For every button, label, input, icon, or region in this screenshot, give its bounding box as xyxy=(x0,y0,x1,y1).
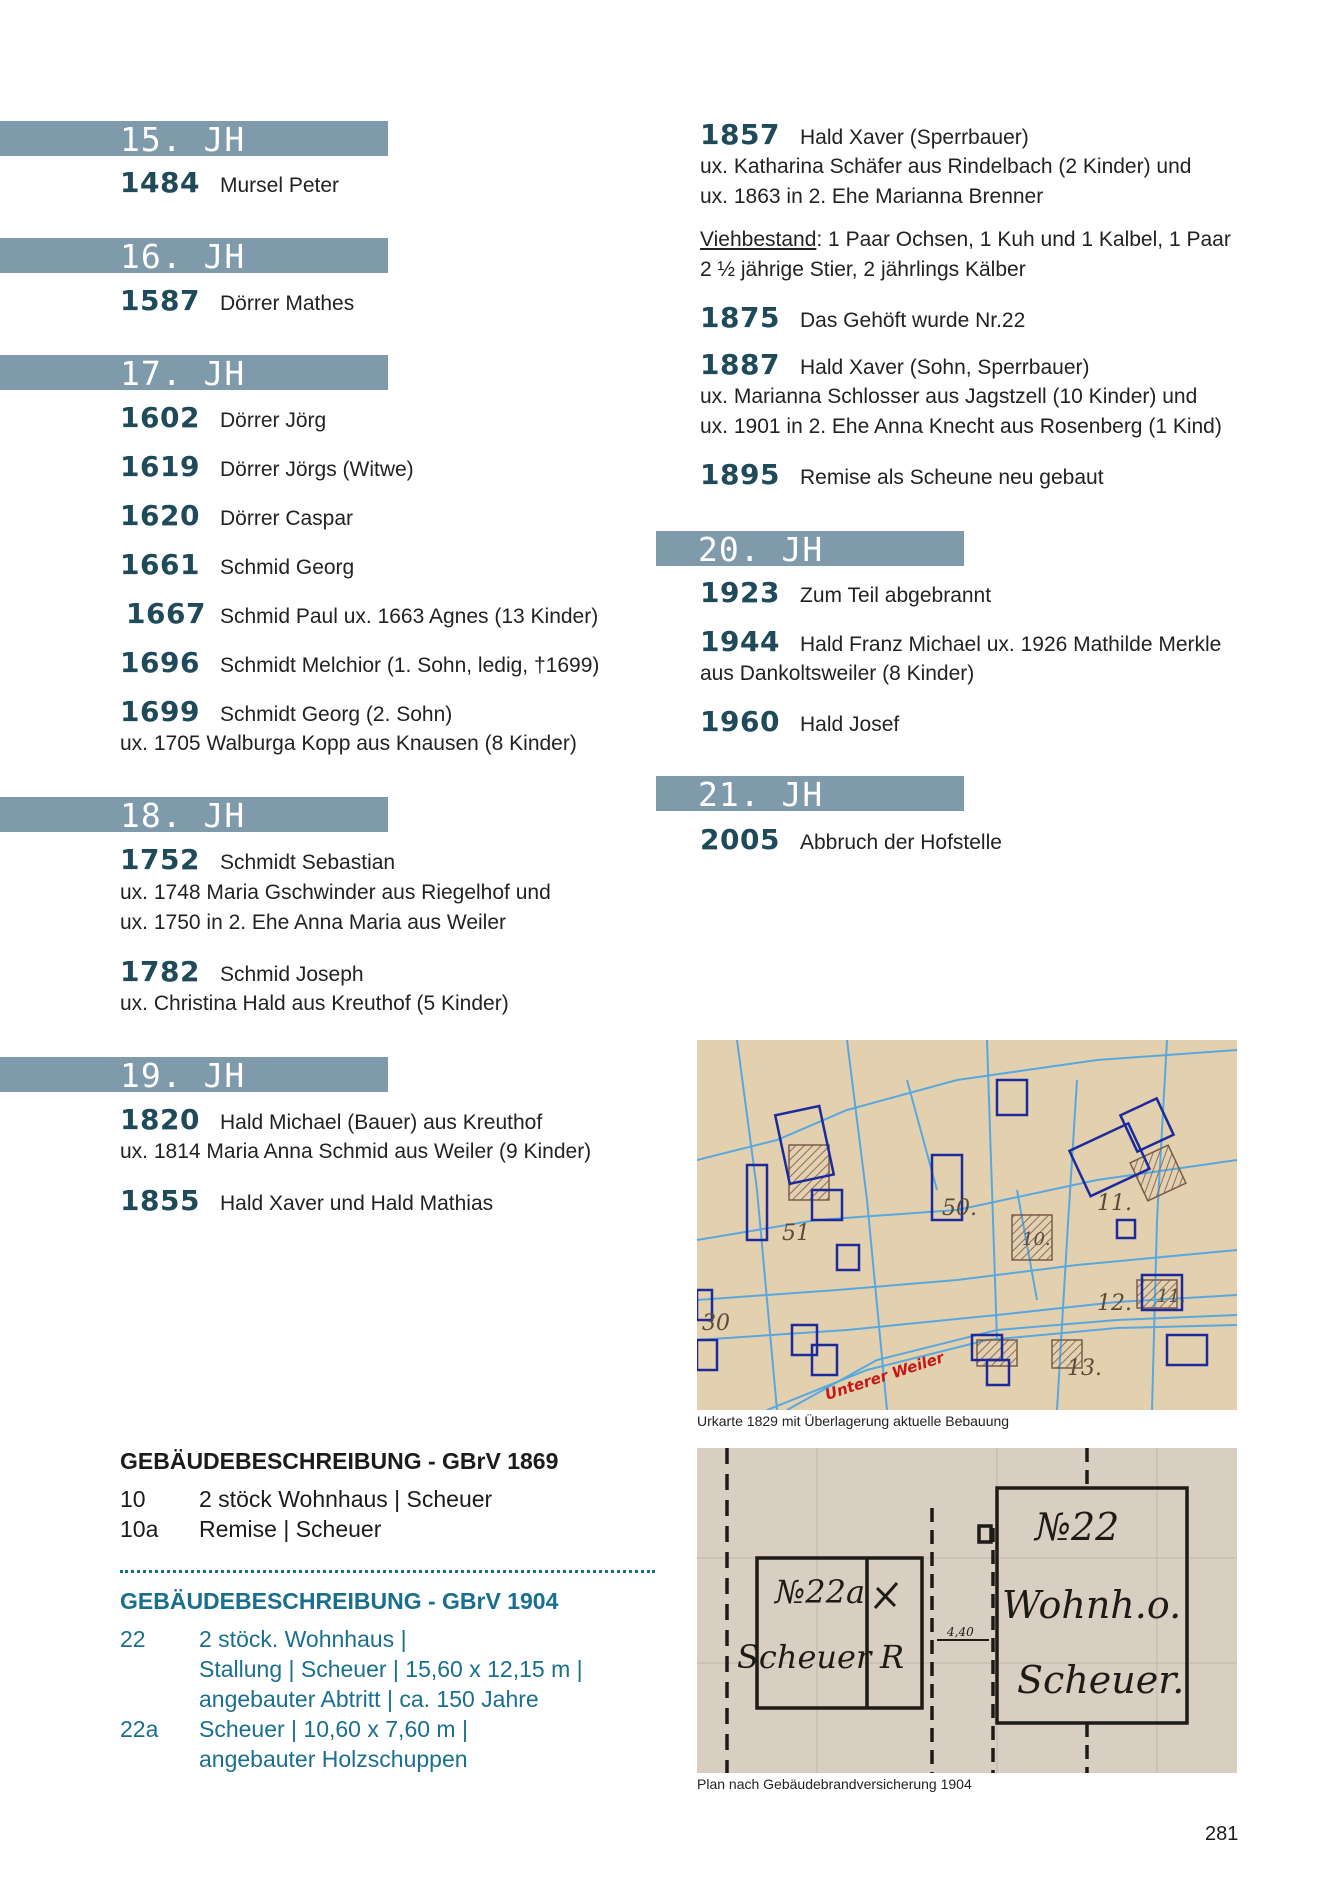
gbrv1904-row-cont: angebauter Abtritt | ca. 150 Jahre xyxy=(199,1686,539,1712)
entry-year: 1696 xyxy=(120,646,200,679)
timeline-entry xyxy=(120,501,353,534)
entry-year: 1895 xyxy=(700,458,780,491)
map-label-11b: 11. xyxy=(1157,1286,1186,1307)
entry-text: Dörrer Mathes xyxy=(220,292,355,315)
entry-text: Dörrer Jörg xyxy=(220,409,327,432)
entry-year: 1619 xyxy=(120,450,200,483)
entry-text: Das Gehöft wurde Nr.22 xyxy=(800,309,1026,332)
entry-continuation xyxy=(700,412,1222,442)
livestock-label: Viehbestand xyxy=(700,228,817,251)
entry-text: Hald Xaver (Sohn, Sperrbauer) xyxy=(800,356,1090,379)
plan-caption: Plan nach Gebäudebrandversicherung 1904 xyxy=(697,1776,972,1792)
gbrv1904-row xyxy=(120,1714,468,1744)
gbrv1904-row xyxy=(120,1624,407,1654)
map-caption: Urkarte 1829 mit Überlagerung aktuelle Bebauung xyxy=(697,1413,1010,1429)
entry-text: Mursel Peter xyxy=(220,174,340,197)
continuation-line: ux. Marianna Schlosser aus Jagstzell (10 Kinder) und xyxy=(700,385,1198,408)
entry-text: Hald Xaver und Hald Mathias xyxy=(220,1192,494,1215)
continuation-line: ux. Katharina Schäfer aus Rindelbach (2 Kinder) und xyxy=(700,155,1192,178)
row-number: 10a xyxy=(120,1516,159,1542)
timeline-entry xyxy=(700,627,1221,660)
entry-continuation xyxy=(700,152,1191,182)
entry-year: 1667 xyxy=(126,597,206,630)
continuation-line: ux. 1705 Walburga Kopp aus Knausen (8 Kinder) xyxy=(120,732,577,755)
building-plan-image xyxy=(697,1448,1237,1773)
entry-year: 1484 xyxy=(120,166,200,199)
timeline-entry xyxy=(120,845,395,878)
continuation-line: ux. Christina Hald aus Kreuthof (5 Kinder) xyxy=(120,992,509,1015)
century-band-16 xyxy=(0,237,388,276)
continuation-line: 2 ½ jährige Stier, 2 jährlings Kälber xyxy=(700,258,1026,281)
entry-year: 2005 xyxy=(700,823,780,856)
gbrv1904-title: GEBÄUDEBESCHREIBUNG - GBrV 1904 xyxy=(120,1588,559,1614)
entry-text: Zum Teil abgebrannt xyxy=(800,584,992,607)
timeline-entry xyxy=(120,1186,493,1219)
row-number: 22 xyxy=(120,1626,146,1652)
continuation-line: ux. 1814 Maria Anna Schmid aus Weiler (9 Kinder) xyxy=(120,1140,592,1163)
entry-text: Dörrer Caspar xyxy=(220,507,354,530)
entry-continuation xyxy=(700,659,974,689)
timeline-entry xyxy=(120,452,414,485)
entry-text: Schmid Georg xyxy=(220,556,355,579)
entry-year: 1960 xyxy=(700,705,780,738)
entry-continuation xyxy=(120,878,551,908)
century-band-17 xyxy=(0,354,388,393)
century-label: 15. JH xyxy=(120,120,246,159)
continuation-line: ux. 1863 in 2. Ehe Marianna Brenner xyxy=(700,185,1044,208)
century-label: 17. JH xyxy=(120,354,246,393)
row-text: Scheuer | 10,60 x 7,60 m | xyxy=(199,1716,468,1742)
timeline-entry xyxy=(700,460,1104,493)
entry-year: 1820 xyxy=(120,1103,200,1136)
century-label: 20. JH xyxy=(698,530,824,569)
century-band-19 xyxy=(0,1056,388,1095)
gbrv1904-row-cont: Stallung | Scheuer | 15,60 x 12,15 m | xyxy=(199,1656,583,1682)
entry-year: 1923 xyxy=(700,576,780,609)
plan-label-scheuer-left: Scheuer xyxy=(737,1638,872,1676)
entry-year: 1857 xyxy=(700,118,780,151)
entry-year: 1661 xyxy=(120,548,200,581)
entry-text: Abbruch der Hofstelle xyxy=(800,831,1002,854)
entry-text: Schmidt Sebastian xyxy=(220,851,396,874)
row-text: Remise | Scheuer xyxy=(199,1516,382,1542)
plan-label-scheuer-right: Scheuer. xyxy=(1017,1658,1185,1702)
timeline-entry xyxy=(700,825,1002,858)
plan-label-wohnhaus: Wohnh.o. xyxy=(1002,1583,1182,1627)
century-band-20 xyxy=(656,530,964,569)
plan-label-nr22a: №22a xyxy=(775,1573,866,1611)
entry-year: 1855 xyxy=(120,1184,200,1217)
entry-text: Dörrer Jörgs (Witwe) xyxy=(220,458,414,481)
entry-continuation xyxy=(120,989,509,1019)
entry-year: 1752 xyxy=(120,843,200,876)
row-number: 22a xyxy=(120,1716,159,1742)
timeline-entry xyxy=(120,403,326,436)
entry-continuation xyxy=(700,255,1026,285)
map-street-label: Unterer Weiler xyxy=(822,1348,947,1404)
timeline-entry xyxy=(120,286,354,319)
continuation-line: aus Dankoltsweiler (8 Kinder) xyxy=(700,662,975,685)
map-label-11a: 11. xyxy=(1097,1191,1132,1216)
map-label-12: 12. xyxy=(1097,1291,1132,1316)
entry-year: 1887 xyxy=(700,348,780,381)
entry-text: Hald Josef xyxy=(800,713,900,736)
entry-continuation xyxy=(120,1137,591,1167)
continuation-line: ux. 1750 in 2. Ehe Anna Maria aus Weiler xyxy=(120,911,507,934)
row-text: 2 stöck. Wohnhaus | xyxy=(199,1626,407,1652)
map-label-30: 30 xyxy=(702,1311,730,1336)
timeline-entry xyxy=(120,957,364,990)
entry-text: Hald Xaver (Sperrbauer) xyxy=(800,126,1029,149)
timeline-entry xyxy=(700,707,899,740)
entry-continuation xyxy=(120,908,506,938)
entry-continuation xyxy=(120,729,577,759)
timeline-entry xyxy=(120,697,452,730)
century-band-21 xyxy=(656,775,964,814)
entry-year: 1782 xyxy=(120,955,200,988)
century-label: 21. JH xyxy=(698,775,824,814)
timeline-entry xyxy=(700,120,1029,153)
entry-text: Hald Michael (Bauer) aus Kreuthof xyxy=(220,1111,543,1134)
livestock-entry xyxy=(700,225,1231,255)
entry-continuation xyxy=(700,182,1043,212)
map-label-10: 10. xyxy=(1022,1229,1051,1250)
row-text: 2 stöck Wohnhaus | Scheuer xyxy=(199,1486,493,1512)
century-label: 16. JH xyxy=(120,237,246,276)
plan-label-r: R xyxy=(880,1638,905,1676)
timeline-entry xyxy=(700,303,1025,336)
century-label: 18. JH xyxy=(120,796,246,835)
entry-year: 1620 xyxy=(120,499,200,532)
entry-year: 1587 xyxy=(120,284,200,317)
plan-label-nr22: №22 xyxy=(1035,1505,1120,1549)
page-number: 281 xyxy=(1205,1823,1239,1845)
entry-text: Schmidt Melchior (1. Sohn, ledig, †1699) xyxy=(220,654,600,677)
map-label-50: 50. xyxy=(942,1196,977,1221)
timeline-entry xyxy=(126,599,598,632)
entry-text: Schmid Joseph xyxy=(220,963,364,986)
building-plan-drawing xyxy=(697,1448,1237,1773)
dotted-divider xyxy=(120,1570,655,1573)
timeline-entry xyxy=(120,648,599,681)
entry-text: Hald Franz Michael ux. 1926 Mathilde Merkle xyxy=(800,633,1222,656)
gbrv1904-row-cont: angebauter Holzschuppen xyxy=(199,1746,468,1772)
timeline-entry xyxy=(700,578,991,611)
gbrv1869-row xyxy=(120,1514,381,1544)
cadastral-map-drawing xyxy=(697,1040,1237,1410)
timeline-entry xyxy=(120,550,354,583)
continuation-line: ux. 1901 in 2. Ehe Anna Knecht aus Rosenberg (1 Kind) xyxy=(700,415,1222,438)
timeline-entry xyxy=(120,168,339,201)
century-band-15 xyxy=(0,120,388,159)
entry-year: 1699 xyxy=(120,695,200,728)
map-label-13: 13. xyxy=(1067,1356,1102,1381)
gbrv1869-row xyxy=(120,1484,492,1514)
map-label-51: 51 xyxy=(782,1221,810,1246)
entry-text: Remise als Scheune neu gebaut xyxy=(800,466,1104,489)
livestock-text: : 1 Paar Ochsen, 1 Kuh und 1 Kalbel, 1 Paar xyxy=(816,228,1231,251)
timeline-entry xyxy=(700,350,1089,383)
century-label: 19. JH xyxy=(120,1056,246,1095)
cadastral-map-image xyxy=(697,1040,1237,1410)
plan-label-distance: 4,40 xyxy=(947,1625,974,1639)
entry-text: Schmid Paul ux. 1663 Agnes (13 Kinder) xyxy=(220,605,599,628)
entry-continuation xyxy=(700,382,1197,412)
row-number: 10 xyxy=(120,1486,146,1512)
gbrv1869-title: GEBÄUDEBESCHREIBUNG - GBrV 1869 xyxy=(120,1448,559,1474)
century-band-18 xyxy=(0,796,388,835)
entry-year: 1875 xyxy=(700,301,780,334)
entry-year: 1602 xyxy=(120,401,200,434)
timeline-entry xyxy=(120,1105,542,1138)
entry-text: Schmidt Georg (2. Sohn) xyxy=(220,703,453,726)
entry-year: 1944 xyxy=(700,625,780,658)
continuation-line: ux. 1748 Maria Gschwinder aus Riegelhof und xyxy=(120,881,551,904)
